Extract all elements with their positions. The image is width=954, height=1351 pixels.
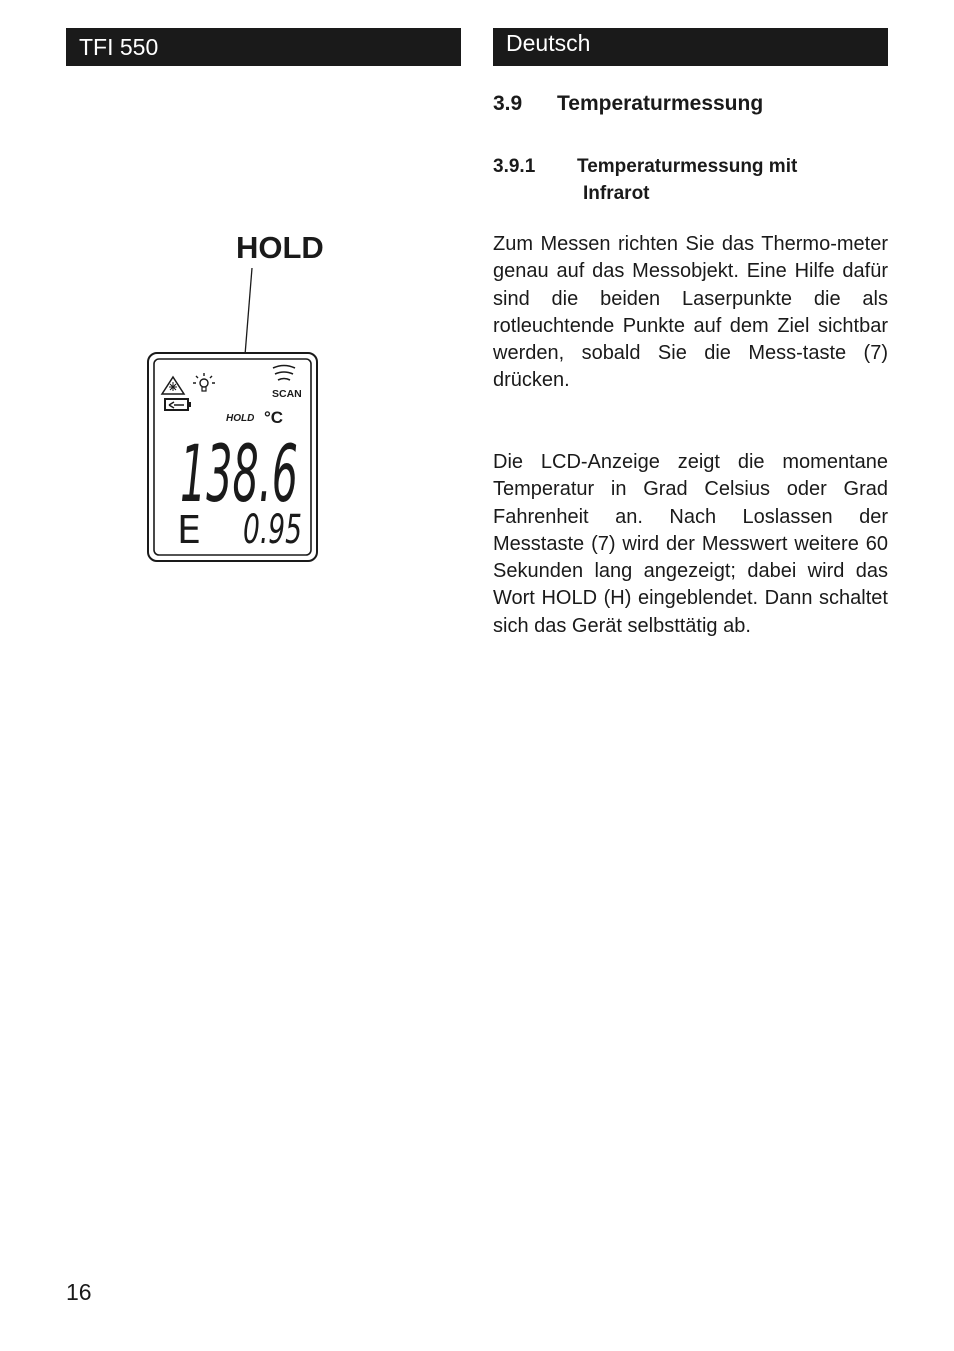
- page-number: 16: [66, 1279, 92, 1305]
- language-title: Deutsch: [506, 30, 591, 56]
- subsection-title-line1: Temperaturmessung mit: [577, 156, 798, 177]
- paragraph-display: Die LCD-Anzeige zeigt die momentane Temperatur in Grad Celsius oder Grad Fahrenheit an. Nach Loslassen der Messtaste (7) wird der Messwert weitere 60 Sekunden lang angezeigt; dabei wird das Wort HOLD (H) eingeblendet. Dann schaltet sich das Gerät selbsttätig ab.: [493, 451, 888, 637]
- hold-callout-label: HOLD: [236, 230, 324, 265]
- section-title: Temperaturmessung: [557, 92, 764, 115]
- lcd-scan-indicator: SCAN: [272, 388, 302, 400]
- subsection-title-line2: Infrarot: [583, 183, 650, 204]
- product-title: TFI 550: [79, 34, 159, 60]
- lcd-hold-indicator: HOLD: [226, 413, 255, 424]
- lcd-display-figure: [147, 352, 319, 564]
- lcd-unit-indicator: °C: [264, 408, 284, 427]
- lcd-emissivity-value: 0.95: [243, 507, 302, 553]
- lcd-main-reading: 138.6: [180, 430, 298, 520]
- subsection-number: 3.9.1: [493, 156, 536, 177]
- lcd-emissivity-symbol: E: [177, 508, 202, 552]
- paragraph-aiming: Zum Messen richten Sie das Thermo-meter genau auf das Messobjekt. Eine Hilfe dafür sind die beiden Laserpunkte die als rotleuchtende Punkte auf dem Ziel sichtbar werden, sobald Sie die Mess-taste (7) drücken.: [493, 233, 888, 392]
- section-number: 3.9: [493, 92, 523, 115]
